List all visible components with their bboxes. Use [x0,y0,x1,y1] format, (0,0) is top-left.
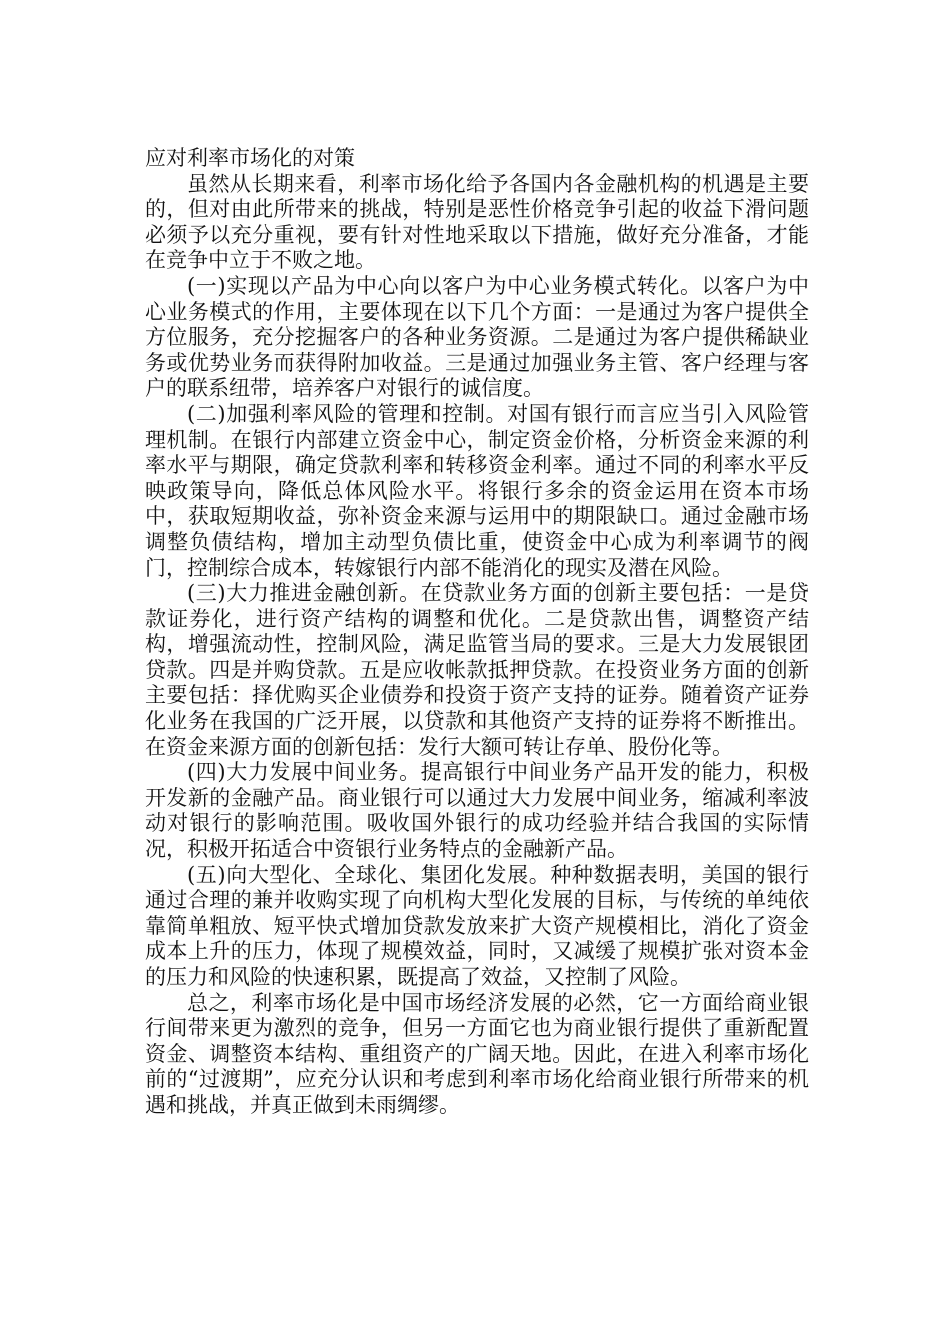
document-title: 应对利率市场化的对策 [145,146,355,170]
paragraph-intro: 虽然从长期来看，利率市场化给予各国内各金融机构的机遇是主要的，但对由此所带来的挑战，特别是恶性价格竞争引起的收益下滑问题必须予以充分重视，要有针对性地采取以下措施，做好充分准备，才能在竞争中立于不败之地。 [145,171,809,273]
paragraph-customer-centric: (一)实现以产品为中心向以客户为中心业务模式转化。以客户为中心业务模式的作用，主要体现在以下几个方面：一是通过为客户提供全方位服务，充分挖掘客户的各种业务资源。二是通过为客户提供稀缺业务或优势业务而获得附加收益。三是通过加强业务主管、客户经理与客户的联系纽带，培养客户对银行的诚信度。 [145,273,809,401]
paragraph-financial-innovation: (三)大力推进金融创新。在贷款业务方面的创新主要包括：一是贷款证券化，进行资产结构的调整和优化。二是贷款出售，调整资产结构，增强流动性，控制风险，满足监管当局的要求。三是大力发展银团贷款。四是并购贷款。五是应收帐款抵押贷款。在投资业务方面的创新主要包括：择优购买企业债券和投资于资产支持的证券。随着资产证券化业务在我国的广泛开展，以贷款和其他资产支持的证券将不断推出。在资金来源方面的创新包括：发行大额可转让存单、股份化等。 [145,581,809,759]
paragraph-conclusion: 总之，利率市场化是中国市场经济发展的必然，它一方面给商业银行间带来更为激烈的竞争，但另一方面它也为商业银行提供了重新配置资金、调整资本结构、重组资产的广阔天地。因此，在进入利率市场化前的“过渡期”，应充分认识和考虑到利率市场化给商业银行所带来的机遇和挑战，并真正做到未雨绸缪。 [145,990,809,1117]
document-body [145,146,809,1119]
paragraph-interest-risk: (二)加强利率风险的管理和控制。对国有银行而言应当引入风险管理机制。在银行内部建立资金中心，制定资金价格，分析资金来源的利率水平与期限，确定贷款利率和转移资金利率。通过不同的利率水平反映政策导向，降低总体风险水平。将银行多余的资金运用在资本市场中，获取短期收益，弥补资金来源与运用中的期限缺口。通过金融市场调整负债结构，增加主动型负债比重，使资金中心成为利率调节的阀门，控制综合成本，转嫁银行内部不能消化的现实及潜在风险。 [145,401,809,580]
paragraph-scale-development: (五)向大型化、全球化、集团化发展。种种数据表明，美国的银行通过合理的兼并收购实现了向机构大型化发展的目标，与传统的单纯依靠简单粗放、短平快式增加贷款发放来扩大资产规模相比，消化了资金成本上升的压力，体现了规模效益，同时，又减缓了规模扩张对资本金的压力和风险的快速积累，既提高了效益，又控制了风险。 [145,862,809,989]
paragraph-intermediary-business: (四)大力发展中间业务。提高银行中间业务产品开发的能力，积极开发新的金融产品。商业银行可以通过大力发展中间业务，缩减利率波动对银行的影响范围。吸收国外银行的成功经验并结合我国的实际情况，积极开拓适合中资银行业务特点的金融新产品。 [145,760,809,862]
